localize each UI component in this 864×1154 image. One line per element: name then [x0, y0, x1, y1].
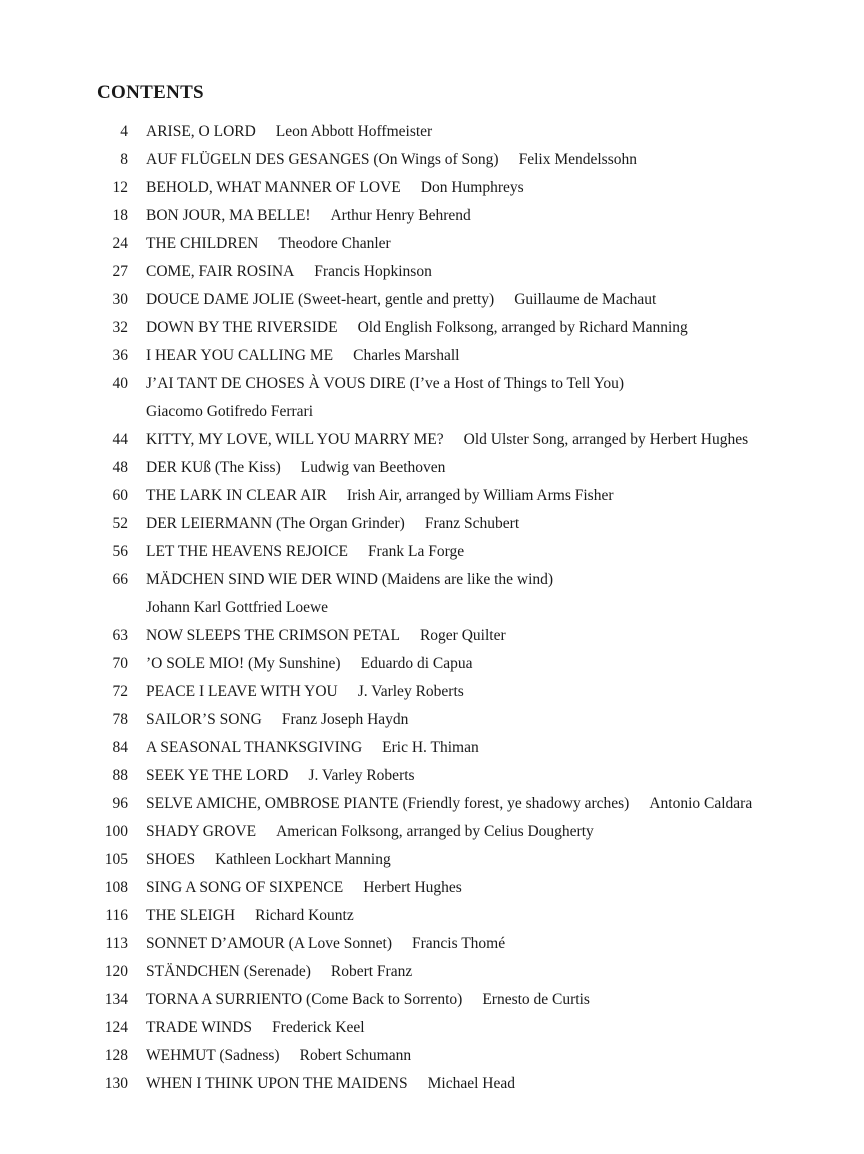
song-title: THE CHILDREN	[146, 235, 259, 252]
toc-entry-line	[0, 482, 864, 510]
page-number: 124	[104, 1019, 128, 1036]
toc-entry	[0, 202, 864, 230]
page-title: CONTENTS	[97, 82, 204, 103]
toc-entry	[0, 146, 864, 174]
page-number: 27	[112, 263, 128, 280]
song-title: A SEASONAL THANKSGIVING	[146, 739, 363, 756]
song-title-line	[146, 258, 432, 286]
song-title-line	[146, 510, 519, 538]
song-title-line	[146, 958, 412, 986]
page-number: 63	[112, 627, 128, 644]
toc-entry-line	[0, 258, 864, 286]
toc-entry-line	[0, 426, 864, 454]
song-title-line	[146, 566, 553, 594]
toc-entry	[0, 846, 864, 874]
page-number: 78	[112, 711, 128, 728]
song-title: BEHOLD, WHAT MANNER OF LOVE	[146, 179, 401, 196]
composer-name: Felix Mendelssohn	[518, 151, 637, 168]
song-title: J’AI TANT DE CHOSES À VOUS DIRE (I’ve a Host of Things to Tell You)	[146, 375, 625, 392]
toc-entry-continuation	[0, 398, 864, 426]
song-title: ’O SOLE MIO! (My Sunshine)	[146, 655, 341, 672]
toc-entry	[0, 174, 864, 202]
page-number: 128	[104, 1047, 128, 1064]
song-title-line	[146, 370, 624, 398]
song-title-line	[146, 174, 524, 202]
song-title-line	[146, 650, 473, 678]
composer-name: Robert Schumann	[299, 1047, 412, 1064]
page-number: 134	[104, 991, 128, 1008]
toc-entry	[0, 874, 864, 902]
song-title-line	[146, 202, 471, 230]
page-number: 70	[112, 655, 128, 672]
toc-entry	[0, 706, 864, 734]
composer-name: American Folksong, arranged by Celius Dougherty	[276, 823, 594, 840]
song-title-line	[146, 734, 479, 762]
song-title-line	[146, 538, 464, 566]
composer-name: Leon Abbott Hoffmeister	[275, 123, 433, 140]
page-number: 56	[112, 543, 128, 560]
song-title-line	[146, 678, 464, 706]
song-title: DOUCE DAME JOLIE (Sweet-heart, gentle and pretty)	[146, 291, 495, 308]
song-title: BON JOUR, MA BELLE!	[146, 207, 311, 224]
toc-entry-line	[0, 706, 864, 734]
composer-name: Theodore Chanler	[278, 235, 391, 252]
composer-name: Francis Hopkinson	[314, 263, 432, 280]
song-title: SHOES	[146, 851, 196, 868]
composer-name: Michael Head	[427, 1075, 515, 1092]
toc-entry	[0, 370, 864, 426]
song-title: SONNET D’AMOUR (A Love Sonnet)	[146, 935, 392, 952]
song-title: LET THE HEAVENS REJOICE	[146, 543, 348, 560]
composer-name: J. Varley Roberts	[308, 767, 415, 784]
composer-name: Ernesto de Curtis	[482, 991, 590, 1008]
page-number: 100	[104, 823, 128, 840]
toc-entry-line	[0, 874, 864, 902]
toc-entry-line	[0, 958, 864, 986]
toc-entry	[0, 1014, 864, 1042]
song-title: STÄNDCHEN (Serenade)	[146, 963, 311, 980]
page-number: 4	[120, 123, 128, 140]
song-title: NOW SLEEPS THE CRIMSON PETAL	[146, 627, 400, 644]
song-title-line	[146, 1042, 411, 1070]
toc-entry-line	[0, 1070, 864, 1098]
song-title-line	[146, 986, 590, 1014]
song-title: THE LARK IN CLEAR AIR	[146, 487, 327, 504]
toc-entry	[0, 958, 864, 986]
toc-entry	[0, 342, 864, 370]
song-title: KITTY, MY LOVE, WILL YOU MARRY ME?	[146, 431, 444, 448]
toc-entry-line	[0, 538, 864, 566]
page-number: 108	[104, 879, 128, 896]
song-title-line	[146, 1070, 515, 1098]
table-of-contents	[0, 118, 864, 1098]
toc-entry-line	[0, 1014, 864, 1042]
toc-entry	[0, 538, 864, 566]
toc-entry-line	[0, 790, 864, 818]
composer-name: Irish Air, arranged by William Arms Fisher	[346, 487, 614, 504]
toc-entry-line	[0, 818, 864, 846]
toc-entry	[0, 426, 864, 454]
toc-entry	[0, 818, 864, 846]
page-number: 12	[112, 179, 128, 196]
toc-entry-line	[0, 342, 864, 370]
toc-entry	[0, 790, 864, 818]
toc-entry-line	[0, 734, 864, 762]
page-number: 130	[104, 1075, 128, 1092]
toc-entry-line	[0, 846, 864, 874]
page-number: 84	[112, 739, 128, 756]
toc-entry-line	[0, 146, 864, 174]
toc-entry-line	[0, 986, 864, 1014]
song-title: MÄDCHEN SIND WIE DER WIND (Maidens are like the wind)	[146, 571, 554, 588]
toc-entry	[0, 650, 864, 678]
toc-entry-continuation	[0, 594, 864, 622]
song-title-line	[146, 1014, 365, 1042]
toc-entry	[0, 118, 864, 146]
song-title-line	[146, 482, 614, 510]
song-title-line	[146, 790, 752, 818]
song-title: PEACE I LEAVE WITH YOU	[146, 683, 338, 700]
song-title: DOWN BY THE RIVERSIDE	[146, 319, 338, 336]
song-title-line	[146, 930, 505, 958]
composer-name: Kathleen Lockhart Manning	[215, 851, 391, 868]
toc-entry	[0, 762, 864, 790]
song-title: SELVE AMICHE, OMBROSE PIANTE (Friendly forest, ye shadowy arches)	[146, 795, 630, 812]
toc-entry	[0, 986, 864, 1014]
composer-name: Old English Folksong, arranged by Richard Manning	[357, 319, 688, 336]
toc-entry-line	[0, 510, 864, 538]
toc-entry-line	[0, 202, 864, 230]
song-title-line	[146, 118, 432, 146]
song-title: SHADY GROVE	[146, 823, 257, 840]
toc-entry-line	[0, 622, 864, 650]
composer-name: Old Ulster Song, arranged by Herbert Hughes	[463, 431, 749, 448]
page-number: 96	[112, 795, 128, 812]
page-number: 116	[105, 907, 128, 924]
toc-entry	[0, 314, 864, 342]
toc-entry-line	[0, 286, 864, 314]
page-number: 24	[112, 235, 128, 252]
toc-entry-line	[0, 174, 864, 202]
song-title-line	[146, 846, 391, 874]
toc-entry-line	[0, 650, 864, 678]
composer-name: Arthur Henry Behrend	[330, 207, 471, 224]
page-number: 113	[105, 935, 128, 952]
composer-name: Herbert Hughes	[363, 879, 462, 896]
composer-name: Johann Karl Gottfried Loewe	[146, 599, 329, 616]
page-number: 88	[112, 767, 128, 784]
song-title: SING A SONG OF SIXPENCE	[146, 879, 344, 896]
toc-entry-line	[0, 566, 864, 594]
song-title-line	[146, 454, 445, 482]
song-title: DER LEIERMANN (The Organ Grinder)	[146, 515, 405, 532]
toc-entry-line	[0, 454, 864, 482]
toc-entry	[0, 286, 864, 314]
composer-name: Franz Joseph Haydn	[281, 711, 409, 728]
song-title-line	[146, 426, 748, 454]
toc-entry	[0, 902, 864, 930]
composer-name: Guillaume de Machaut	[514, 291, 657, 308]
toc-entry	[0, 734, 864, 762]
toc-entry	[0, 258, 864, 286]
song-title-line	[146, 874, 462, 902]
song-title-line	[146, 622, 506, 650]
page-number: 8	[120, 151, 128, 168]
composer-name: Eduardo di Capua	[360, 655, 473, 672]
composer-name: Frederick Keel	[272, 1019, 365, 1036]
toc-entry	[0, 930, 864, 958]
composer-name: Roger Quilter	[419, 627, 506, 644]
toc-entry-line	[0, 930, 864, 958]
song-title: SAILOR’S SONG	[146, 711, 262, 728]
toc-entry-line	[0, 118, 864, 146]
toc-entry	[0, 566, 864, 622]
song-title-line	[146, 762, 415, 790]
toc-entry	[0, 1070, 864, 1098]
song-title-line	[146, 314, 688, 342]
composer-name: Antonio Caldara	[649, 795, 753, 812]
composer-name: Francis Thomé	[411, 935, 506, 952]
page-number: 36	[112, 347, 128, 364]
composer-name: Ludwig van Beethoven	[300, 459, 446, 476]
toc-entry	[0, 622, 864, 650]
composer-name: Charles Marshall	[353, 347, 460, 364]
composer-name: Richard Kountz	[255, 907, 354, 924]
toc-entry	[0, 678, 864, 706]
song-title: COME, FAIR ROSINA	[146, 263, 295, 280]
song-title: DER KUß (The Kiss)	[146, 459, 281, 476]
song-title: TRADE WINDS	[146, 1019, 253, 1036]
page-number: 66	[112, 571, 128, 588]
composer-name: Frank La Forge	[367, 543, 465, 560]
toc-entry	[0, 1042, 864, 1070]
composer-name: Robert Franz	[330, 963, 413, 980]
toc-entry-line	[0, 230, 864, 258]
toc-entry	[0, 482, 864, 510]
song-title: WEHMUT (Sadness)	[146, 1047, 280, 1064]
toc-entry-line	[0, 678, 864, 706]
toc-entry-line	[0, 902, 864, 930]
song-title: AUF FLÜGELN DES GESANGES (On Wings of Song)	[146, 151, 499, 168]
song-title-line	[146, 706, 408, 734]
composer-name: Don Humphreys	[420, 179, 524, 196]
toc-entry-line	[0, 1042, 864, 1070]
song-title-line	[146, 146, 637, 174]
song-title: I HEAR YOU CALLING ME	[146, 347, 334, 364]
song-title-line	[146, 342, 459, 370]
toc-entry-line	[0, 762, 864, 790]
composer-name: Franz Schubert	[424, 515, 520, 532]
composer-name: Eric H. Thiman	[382, 739, 479, 756]
toc-entry-line	[0, 314, 864, 342]
song-title-line	[146, 902, 354, 930]
page-number: 105	[104, 851, 128, 868]
page-number: 18	[112, 207, 128, 224]
toc-entry-line	[0, 370, 864, 398]
song-title: ARISE, O LORD	[146, 123, 256, 140]
page-number: 72	[112, 683, 128, 700]
page-number: 40	[112, 375, 128, 392]
page-number: 48	[112, 459, 128, 476]
page-number: 52	[112, 515, 128, 532]
toc-entry	[0, 230, 864, 258]
song-title-line	[146, 286, 656, 314]
page-number: 44	[112, 431, 128, 448]
composer-name: J. Varley Roberts	[357, 683, 464, 700]
song-title: THE SLEIGH	[146, 907, 236, 924]
page-number: 120	[104, 963, 128, 980]
song-title-line	[146, 230, 391, 258]
song-title: SEEK YE THE LORD	[146, 767, 289, 784]
page-number: 32	[112, 319, 128, 336]
page-number: 30	[112, 291, 128, 308]
song-title-line	[146, 818, 594, 846]
toc-entry	[0, 510, 864, 538]
toc-entry	[0, 454, 864, 482]
page-number: 60	[112, 487, 128, 504]
song-title: WHEN I THINK UPON THE MAIDENS	[146, 1075, 408, 1092]
song-title: TORNA A SURRIENTO (Come Back to Sorrento)	[146, 991, 463, 1008]
composer-name: Giacomo Gotifredo Ferrari	[146, 403, 313, 420]
